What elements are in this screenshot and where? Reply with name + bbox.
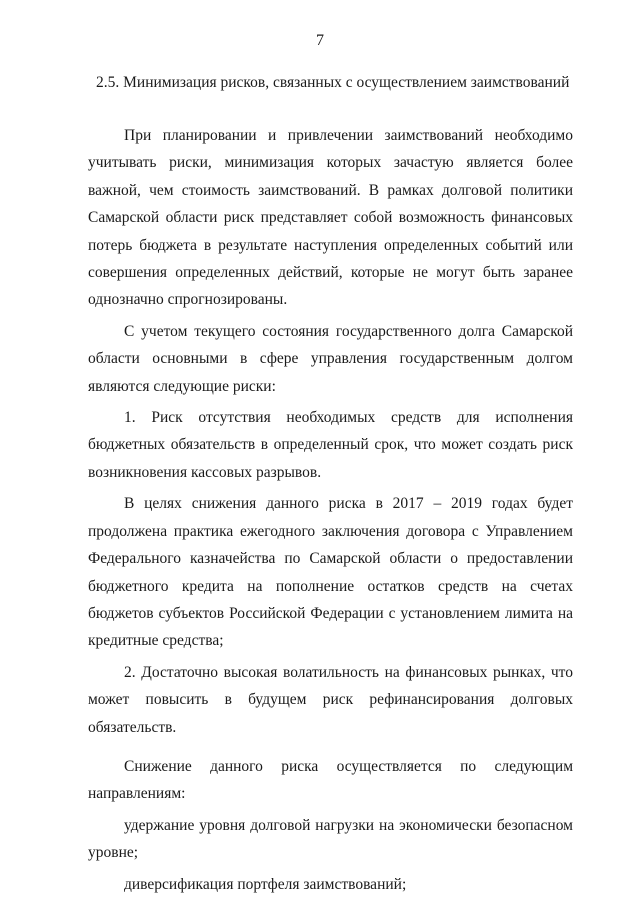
list-item-diversification: диверсификация портфеля заимствований; <box>124 875 407 893</box>
paragraph-main-risks: С учетом текущего состояния государственного долга Самарской области основными в сфере управления государственным долгом являются следующие риски: <box>88 322 573 395</box>
paragraph-risk-1-mitigation: В целях снижения данного риска в 2017 – 2019 годах будет продолжена практика ежегодного заключения договора с Управлением Федерального казначейства по Самарской области о предоставлении бюджетного кредита на пополнение остатков средств на счетах бюджетов субъектов Российской Федерации с установлением лимита на кредитные средства; <box>88 495 573 650</box>
list-item-debt-load: удержание уровня долговой нагрузки на экономически безопасном уровне; <box>88 816 573 862</box>
paragraph-risk-2: 2. Достаточно высокая волатильность на финансовых рынках, что может повысить в будущем риск рефинансирования долговых обязательств. <box>88 663 573 736</box>
section-heading: 2.5. Минимизация рисков, связанных с осуществлением заимствований <box>96 74 570 91</box>
paragraph-risk-2-mitigation: Снижение данного риска осуществляется по следующим направлениям: <box>88 757 573 803</box>
page-number: 7 <box>316 32 324 49</box>
paragraph-risk-1: 1. Риск отсутствия необходимых средств для исполнения бюджетных обязательств в определенный срок, что может создать риск возникновения кассовых разрывов. <box>88 409 573 481</box>
document-body <box>88 122 573 898</box>
paragraph-risk-definition: При планировании и привлечении заимствований необходимо учитывать риски, минимизация которых зачастую является более важной, чем стоимость заимствований. В рамках долговой политики Самарской области риск представляет собой возможность финансовых потерь бюджета в результате наступления определенных событий или совершения определенных действий, которые не могут быть заранее однозначно спрогнозированы. <box>88 127 573 309</box>
